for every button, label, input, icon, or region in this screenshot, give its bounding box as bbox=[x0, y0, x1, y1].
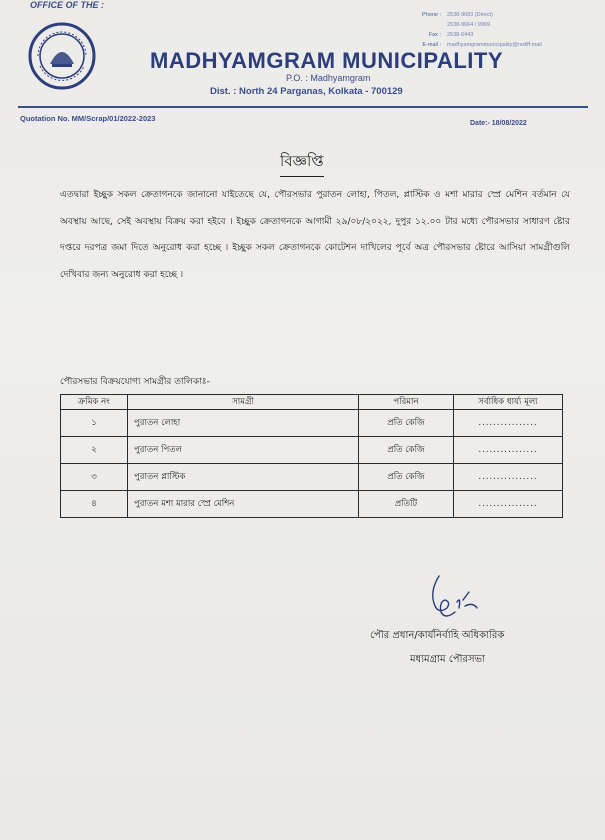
municipality-seal-logo bbox=[28, 22, 96, 90]
handwritten-signature bbox=[425, 572, 480, 622]
row-price-blank: ................ bbox=[454, 410, 563, 437]
items-table bbox=[60, 394, 563, 518]
item-list-title: পৌরসভার বিক্রয়যোগ্য সামগ্রীর তালিকাঃ- bbox=[60, 377, 210, 387]
quotation-number: Quotation No. MM/Scrap/01/2022-2023 bbox=[20, 114, 156, 123]
table-row bbox=[61, 464, 563, 491]
letterhead-title: MADHYAMGRAM MUNICIPALITY bbox=[150, 48, 503, 73]
row-serial: ২ bbox=[61, 437, 128, 464]
table-header-row bbox=[61, 395, 563, 410]
office-label: OFFICE OF THE : bbox=[30, 0, 104, 10]
row-quantity: প্রতি কেজি bbox=[359, 437, 454, 464]
contact-block bbox=[395, 10, 542, 50]
row-price-blank: ................ bbox=[454, 464, 563, 491]
col-header-quantity: পরিমান bbox=[359, 395, 454, 410]
signatory-designation: পৌর প্রধান/কার্যনির্বাহি অধিকারিক bbox=[370, 630, 505, 641]
row-serial: ৩ bbox=[61, 464, 128, 491]
notice-body: এতদ্বারা ইচ্ছুক সকল ক্রেতাগনকে জানানো যাইতেছে যে, পৌরসভার পুরাতন লোহা, পিতল, প্লাস্টিক ও মশা মারার স্প্রে মেশিন বর্তমান যে অবস্থায় আছে, সেই অবস্থায় বিক্রয় করা হইবে । ইচ্ছুক ক্রেতাগনকে আগামী ২৯/০৮/২০২২, দুপুর ১২.০০ টার মধ্যে পৌরসভার সাধারণ ষ্টোর দপ্তরে দরপত্র জমা দিতে অনুরোধ করা হচ্ছে । ইচ্ছুক সকল ক্রেতাগনকে কোটেশন দাখিলের পূর্বে অত্র পৌরসভার ষ্টোরে আসিয়া সামগ্রীগুলি দেখিবার জন্য অনুরোধ করা হচ্ছে । bbox=[60, 190, 570, 280]
row-item: পুরাতন মশা মারার স্প্রে মেশিন bbox=[128, 491, 359, 518]
col-header-price: সর্বাধিক ধার্য্য মূল্য bbox=[454, 395, 563, 410]
contact-fax: Fax : 2538-6443 bbox=[428, 32, 474, 38]
notice-date: Date:- 18/08/2022 bbox=[470, 120, 527, 127]
contact-phone: Phone : 2538-9683 (Direct) bbox=[422, 12, 493, 18]
contact-email: E-mail : madhyamgrammunicipality@rediff.mail bbox=[422, 42, 542, 48]
row-price-blank: ................ bbox=[454, 437, 563, 464]
row-price-blank: ................ bbox=[454, 491, 563, 518]
notice-heading: বিজ্ঞপ্তি bbox=[280, 150, 324, 177]
table-row bbox=[61, 437, 563, 464]
signatory-office: মধ্যমগ্রাম পৌরসভা bbox=[410, 654, 485, 665]
post-office: P.O. : Madhyamgram bbox=[286, 73, 371, 83]
row-item: পুরাতন পিতল bbox=[128, 437, 359, 464]
table-row bbox=[61, 410, 563, 437]
district-address: Dist. : North 24 Parganas, Kolkata - 700129 bbox=[210, 86, 403, 97]
col-header-item: সামগ্রী bbox=[128, 395, 359, 410]
row-quantity: প্রতিটি bbox=[359, 491, 454, 518]
row-quantity: প্রতি কেজি bbox=[359, 410, 454, 437]
contact-phone-2: 2538-9664 / 9969 bbox=[447, 22, 491, 28]
row-item: পুরাতন লোহা bbox=[128, 410, 359, 437]
row-serial: ১ bbox=[61, 410, 128, 437]
row-item: পুরাতন প্লাস্টিক bbox=[128, 464, 359, 491]
letterhead-divider bbox=[18, 106, 588, 108]
row-serial: ৪ bbox=[61, 491, 128, 518]
table-row bbox=[61, 491, 563, 518]
col-header-serial: ক্রমিক নং bbox=[61, 395, 128, 410]
row-quantity: প্রতি কেজি bbox=[359, 464, 454, 491]
